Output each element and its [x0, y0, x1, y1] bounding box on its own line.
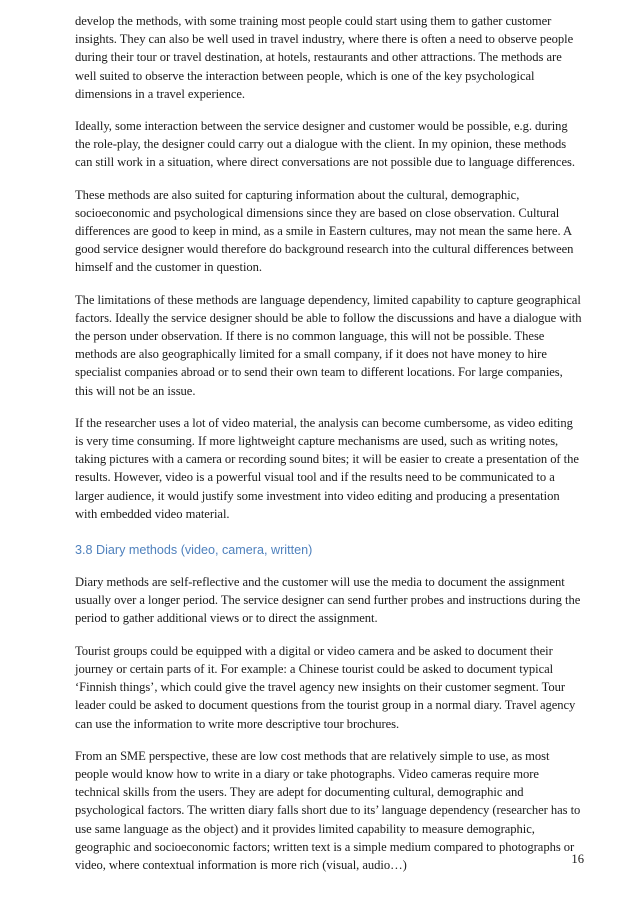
paragraph: Tourist groups could be equipped with a digital or video camera and be asked to document their journey or certain parts of it. For example: a Chinese tourist could be asked to document typical ‘Finnish things’, which could give the travel agency new insights on their customer segment. Tour leader could be asked to document questions from the tourist group in a normal diary. Travel agency can use the information to write more descriptive tour brochures. [75, 643, 576, 731]
document-page [75, 12, 583, 888]
paragraph: develop the methods, with some training most people could start using them to gather customer insights. They can also be well used in travel industry, where there is often a need to observe people during their tour or travel destination, at hotels, restaurants and other attractions. The methods are well suited to observe the interaction between people, which is one of the key psychological dimensions in a travel experience. [75, 14, 574, 101]
paragraph: These methods are also suited for capturing information about the cultural, demographic, socioeconomic and psychological dimensions since they are based on close observation. Cultural differences are good to keep in mind, as a smile in Eastern cultures, may not mean the same here. A good service designer would therefore do background research into the cultural differences between himself and the customer in question. [75, 187, 574, 275]
paragraph: Ideally, some interaction between the service designer and customer would be possible, e.g. during the role-play, the designer could carry out a dialogue with the client. In my opinion, these methods can still work in a situation, where direct conversations are not possible due to language differences. [75, 119, 575, 170]
paragraph: From an SME perspective, these are low cost methods that are relatively simple to use, as most people would know how to write in a diary or take photographs. Video cameras require more technical skills from the users. They are adept for documenting cultural, demographic and psychological factors. The written diary falls short due to its’ language dependency (researcher has to use same language as the object) and it provides limited capability to measure demographic, geographic and socioeconomic factors; written text is a simple medium compared to photographs or video, where contextual information is more rich (visual, audio…) [75, 748, 581, 872]
paragraph: The limitations of these methods are language dependency, limited capability to capture geographical factors. Ideally the service designer should be able to follow the discussions and have a dialogue with the person under observation. If there is no common language, this will not be possible. These methods are also geographically limited for a small company, if it does not have money to hire specialist companies abroad or to send their own team to different locations. For large companies, this will not be an issue. [75, 292, 582, 398]
paragraph: Diary methods are self-reflective and the customer will use the media to document the assignment usually over a longer period. The service designer can send further probes and instructions during the period to gather additional views or to direct the assignment. [75, 575, 581, 626]
page-number: 16 [571, 852, 584, 866]
paragraph: If the researcher uses a lot of video material, the analysis can become cumbersome, as video editing is very time consuming. If more lightweight capture mechanisms are used, such as writing notes, taking pictures with a camera or recording sound bites; it will be easier to create a presentation of the results. However, video is a powerful visual tool and if the results need to be communicated to a larger audience, it would justify some investment into video editing and producing a presentation with embedded video material. [75, 415, 579, 521]
section-heading: 3.8 Diary methods (video, camera, written) [75, 543, 313, 558]
